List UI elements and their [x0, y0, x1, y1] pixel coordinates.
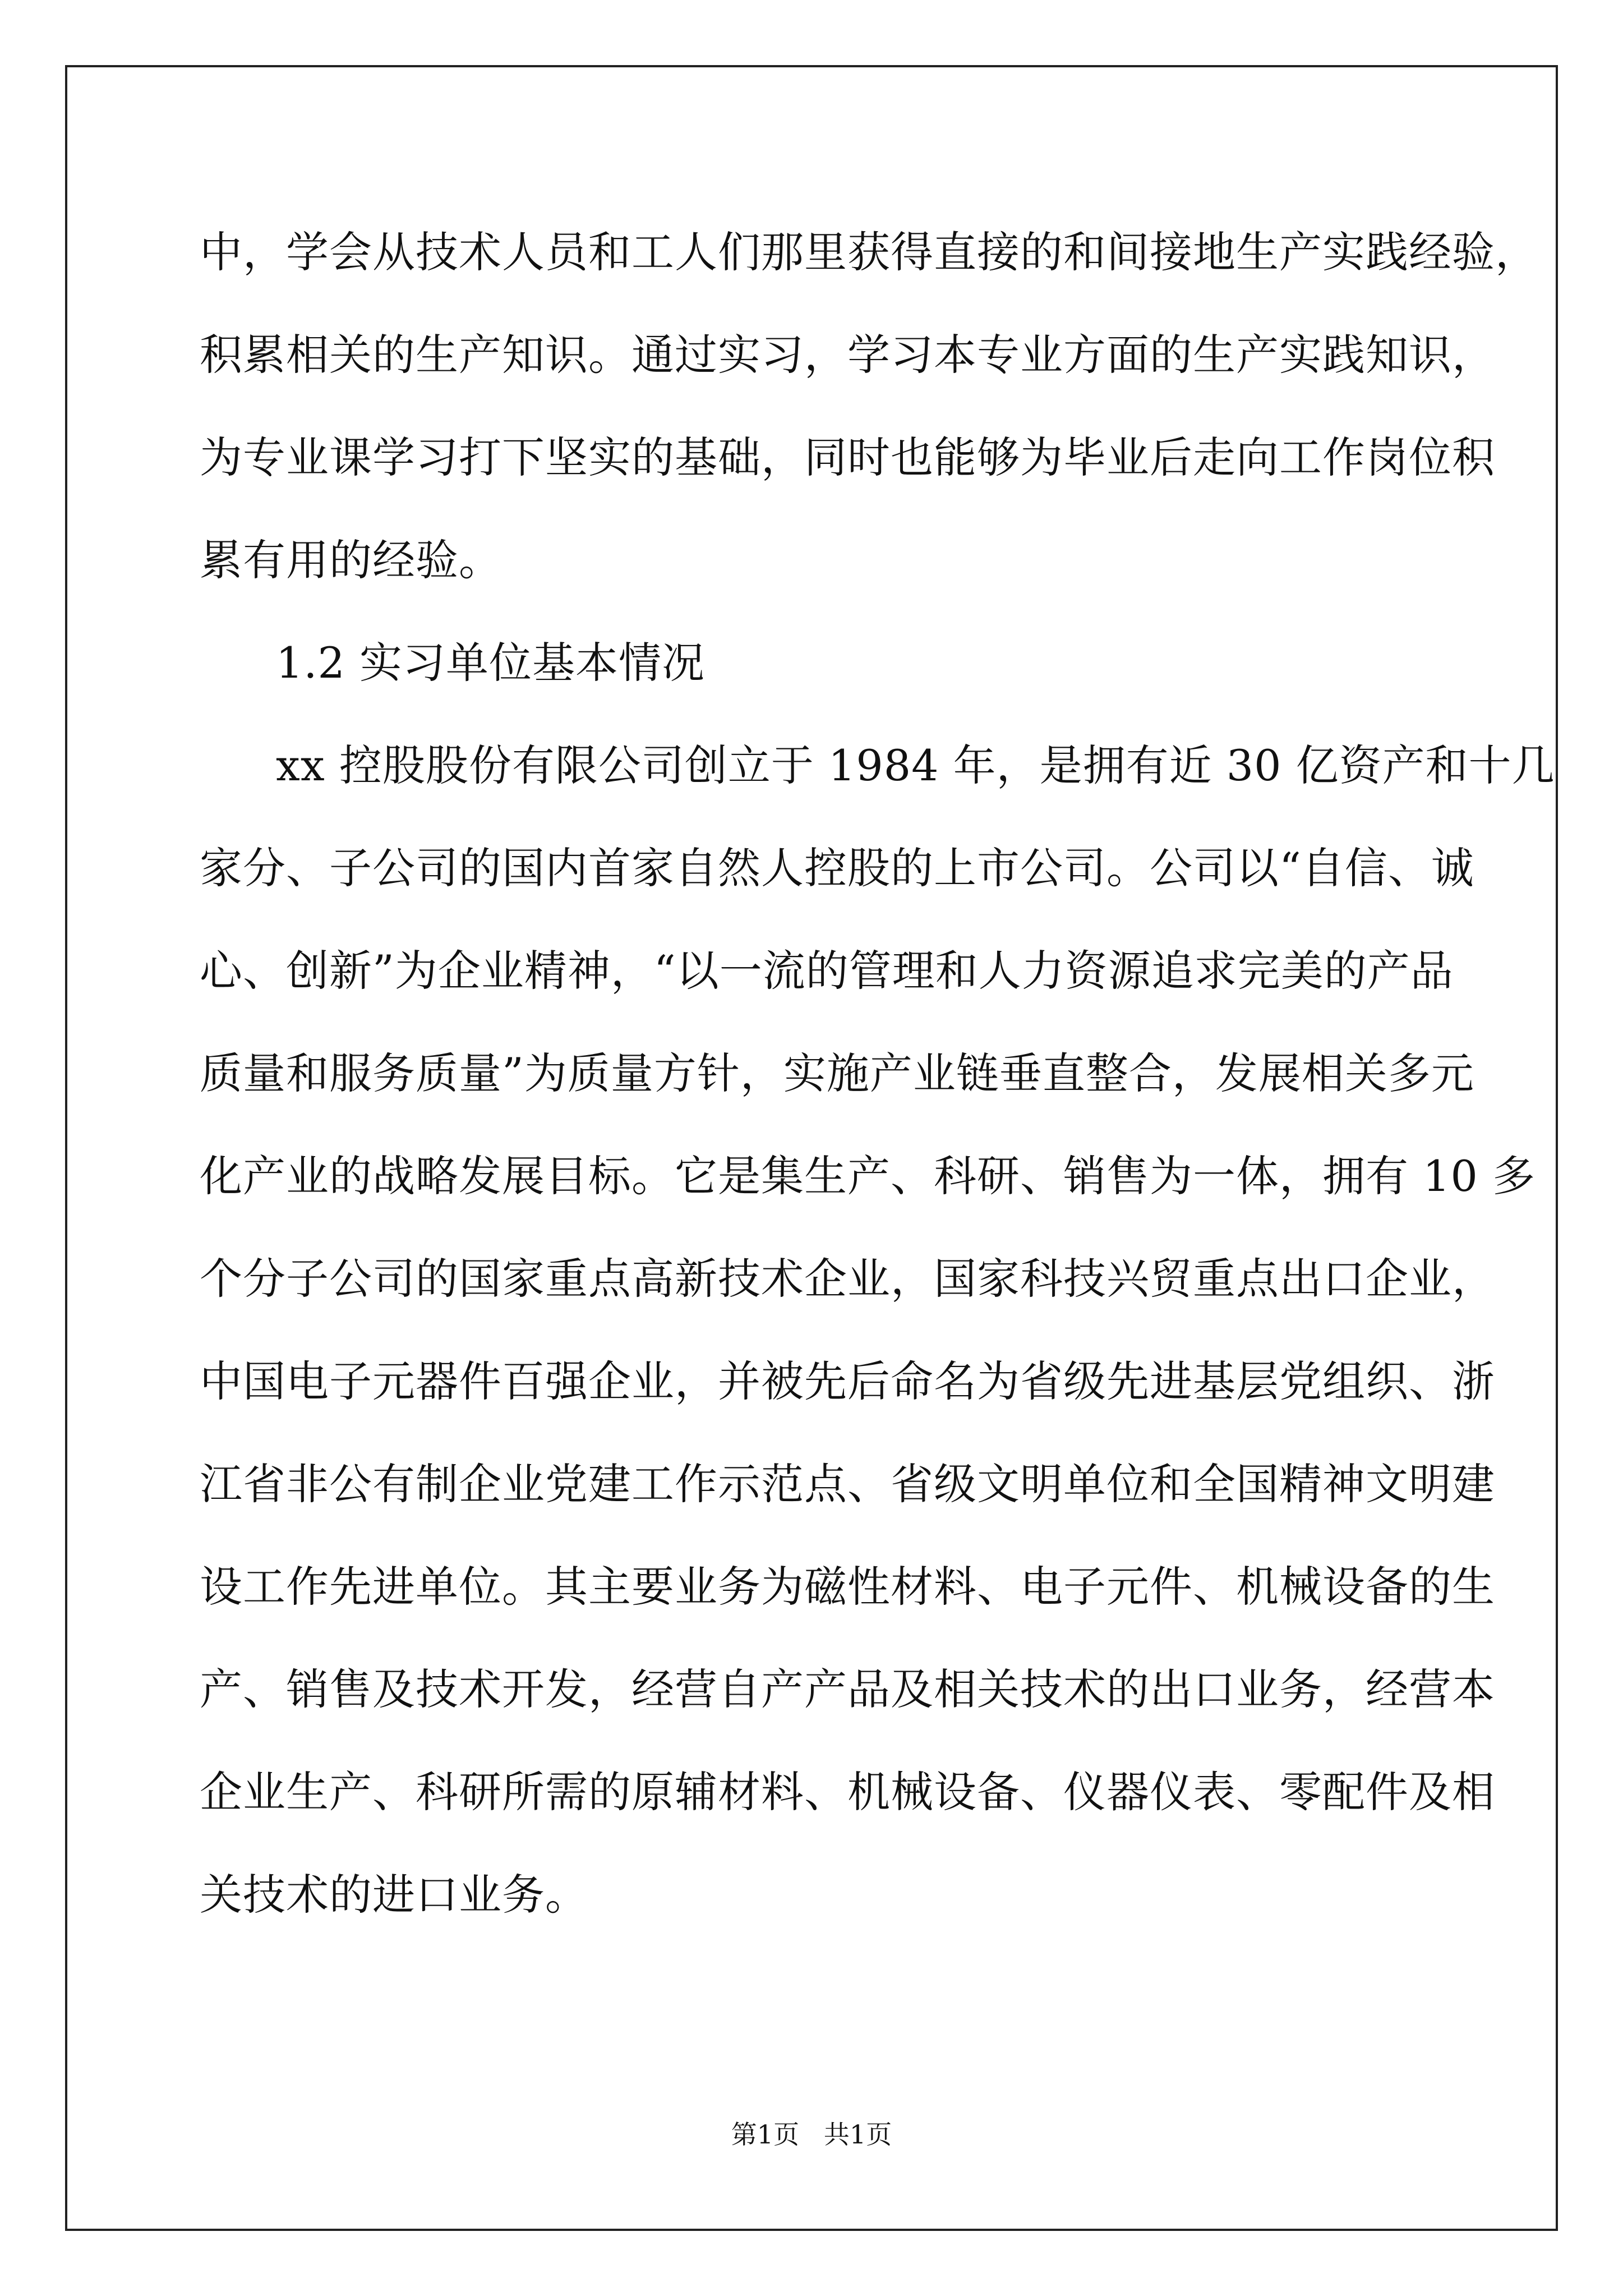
- body-line-3: 为专业课学习打下坚实的基础，同时也能够为毕业后走向工作岗位积: [200, 432, 1495, 482]
- body-line-12: 中国电子元器件百强企业，并被先后命名为省级先进基层党组织、浙: [200, 1356, 1495, 1406]
- body-line-17: 关技术的进口业务。: [200, 1870, 588, 1920]
- body-line-14: 设工作先进单位。其主要业务为磁性材料、电子元件、机械设备的生: [200, 1562, 1495, 1612]
- body-line-8: 心、创新”为企业精神，“以一流的管理和人力资源追求完美的产品: [200, 946, 1454, 996]
- body-line-4: 累有用的经验。: [200, 535, 502, 585]
- body-line-11: 个分子公司的国家重点高新技术企业，国家科技兴贸重点出口企业，: [200, 1254, 1495, 1304]
- section-heading: 1.2 实习单位基本情况: [276, 638, 706, 688]
- body-line-15: 产、销售及技术开发，经营自产产品及相关技术的出口业务，经营本: [200, 1664, 1495, 1714]
- body-line-9: 质量和服务质量”为质量方针，实施产业链垂直整合，发展相关多元: [200, 1048, 1474, 1098]
- page-number-footer: 第1页 共1页: [731, 2119, 892, 2150]
- body-line-1: 中，学会从技术人员和工人们那里获得直接的和间接地生产实践经验，: [200, 227, 1538, 277]
- body-line-16: 企业生产、科研所需的原辅材料、机械设备、仪器仪表、零配件及相: [200, 1767, 1495, 1817]
- body-line-13: 江省非公有制企业党建工作示范点、省级文明单位和全国精神文明建: [200, 1459, 1495, 1509]
- body-line-6: xx 控股股份有限公司创立于 1984 年，是拥有近 30 亿资产和十几: [276, 740, 1555, 790]
- body-line-7: 家分、子公司的国内首家自然人控股的上市公司。公司以“自信、诚: [200, 843, 1474, 893]
- body-line-2: 积累相关的生产知识。通过实习，学习本专业方面的生产实践知识，: [200, 330, 1495, 380]
- body-line-10: 化产业的战略发展目标。它是集生产、科研、销售为一体，拥有 10 多: [200, 1151, 1536, 1201]
